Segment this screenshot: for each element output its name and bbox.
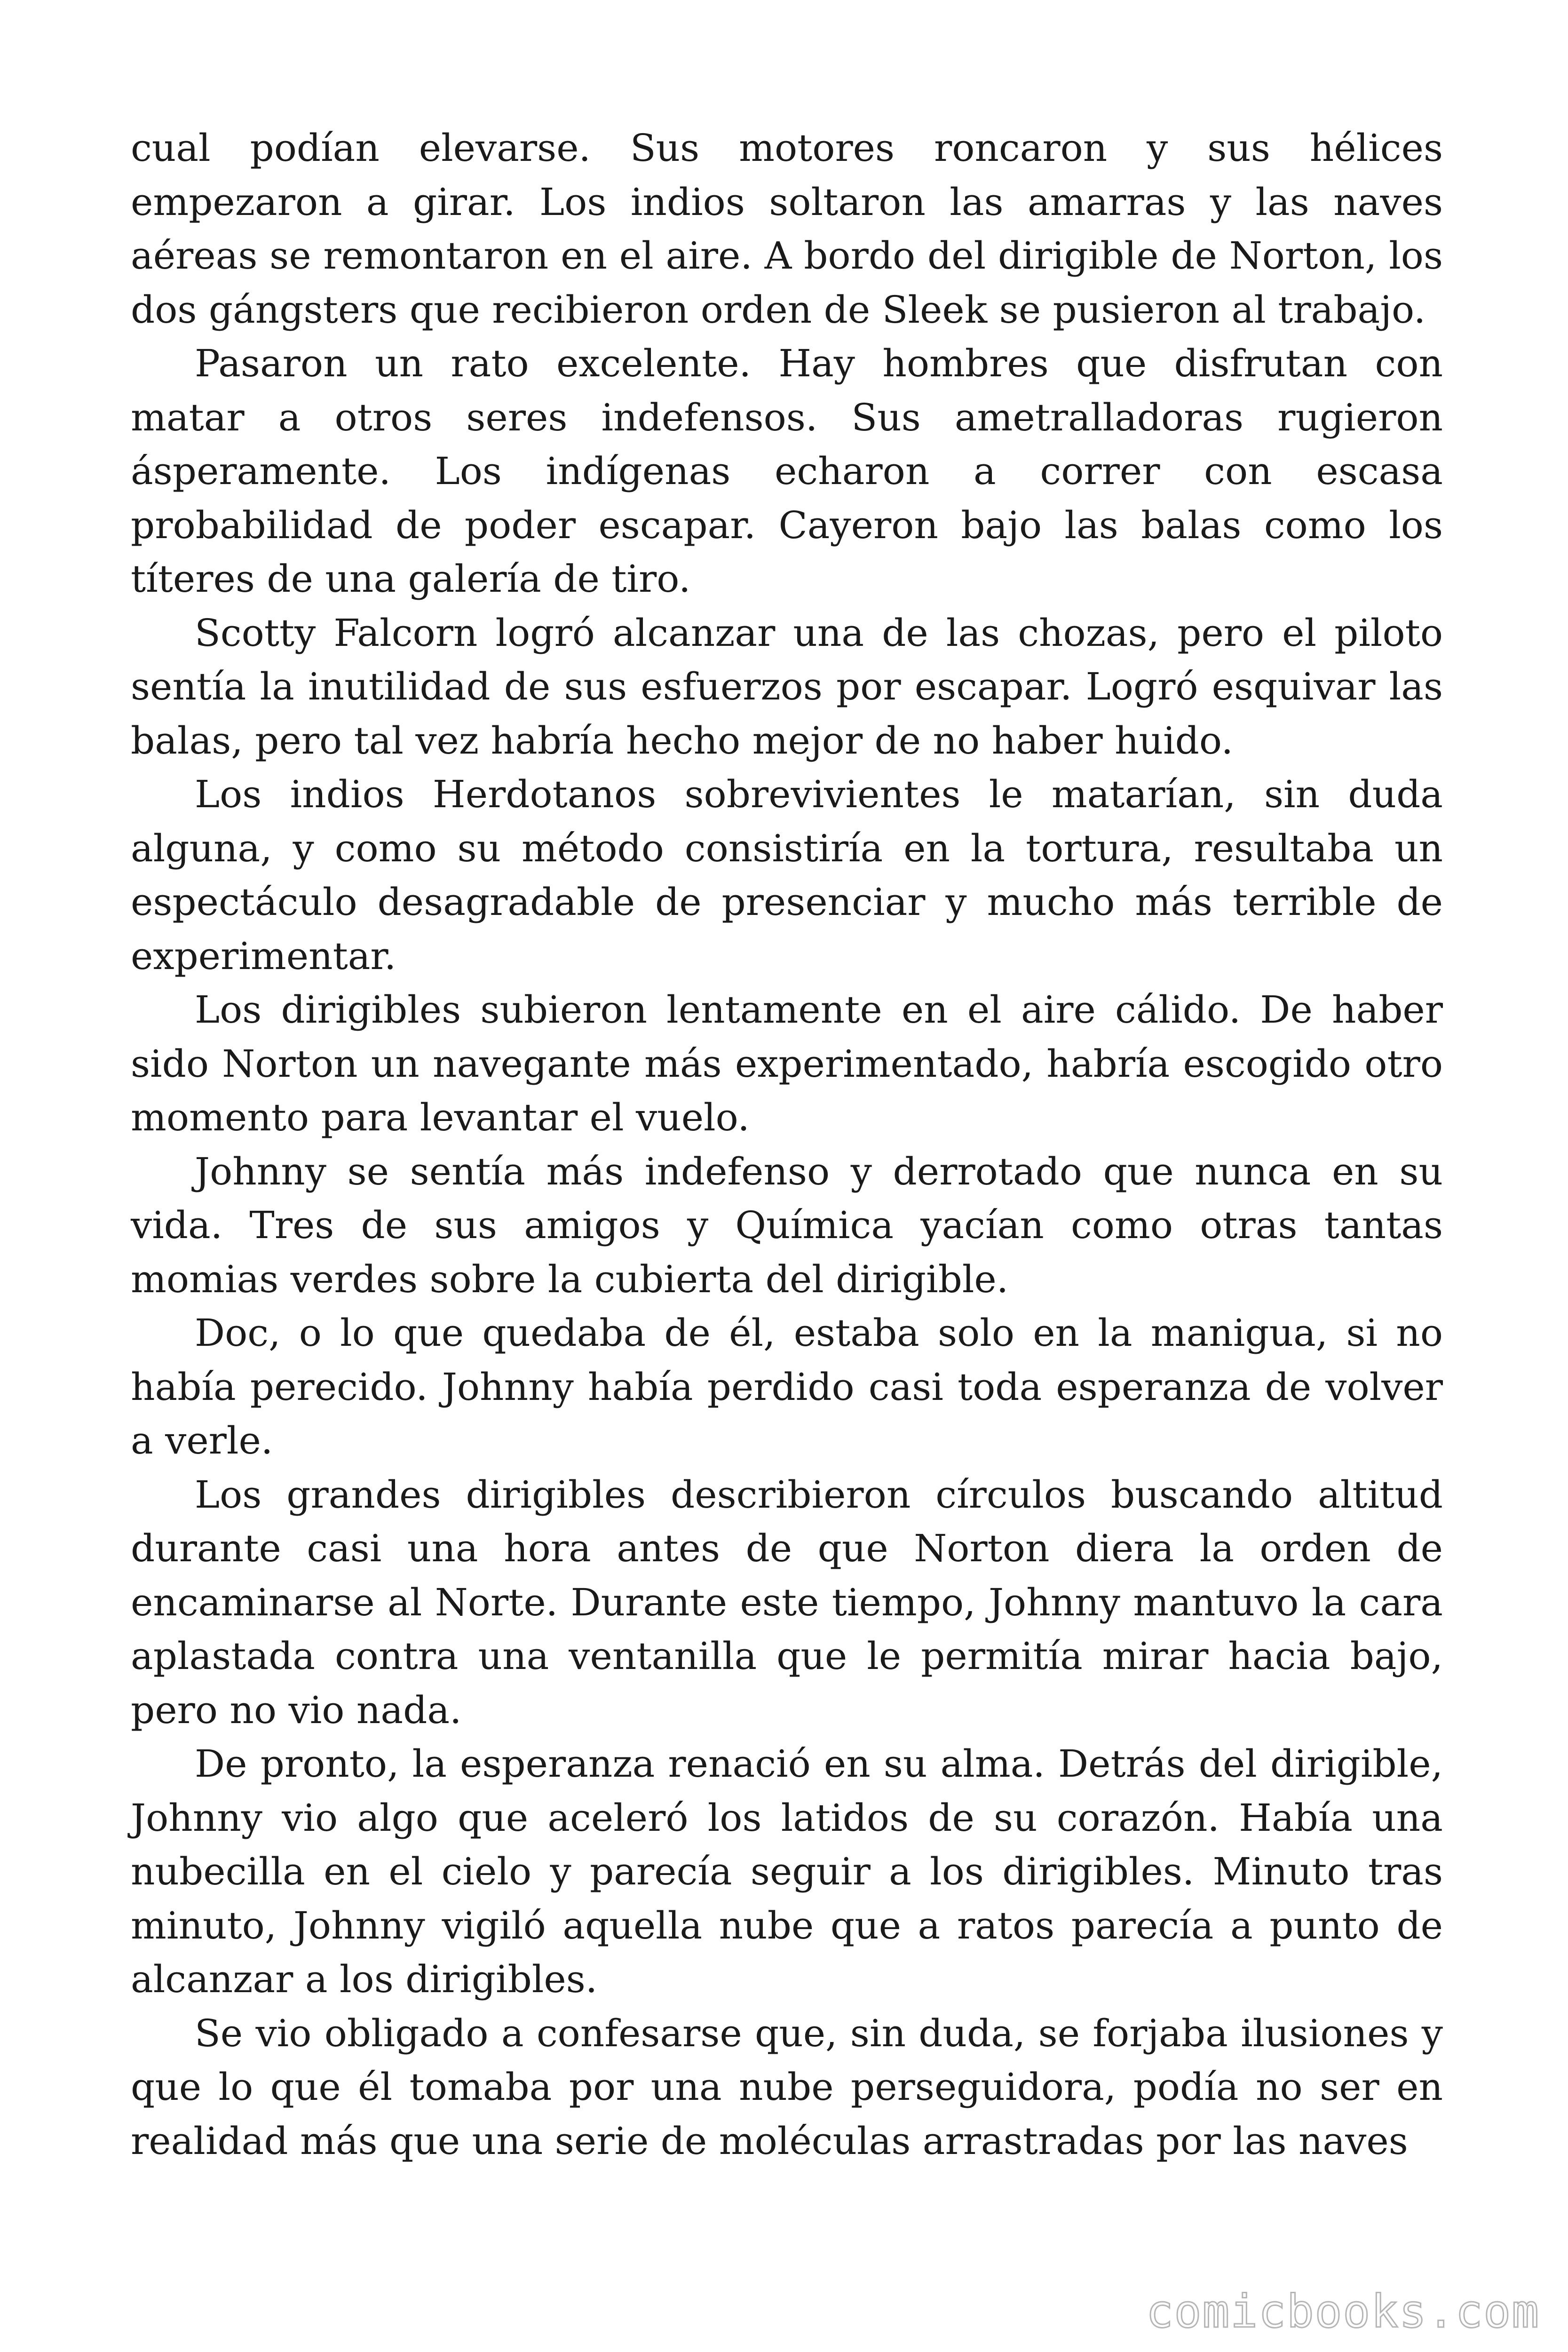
paragraph-6: Johnny se sentía más indefenso y derrotado que nunca en su vida. Tres de sus amigos y Química yacían como otras tantas momias verdes sobre la cubierta del dirigible. (131, 1149, 1443, 1301)
paragraph-9: De pronto, la esperanza renació en su alma. Detrás del dirigible, Johnny vio algo que aceleró los latidos de su corazón. Había una nubecilla en el cielo y parecía seguir a los dirigibles. Minuto tras minuto, Johnny vigiló aquella nube que a ratos parecía a punto de alcanzar a los dirigibles. (131, 1742, 1443, 2001)
body-text (131, 121, 1443, 2168)
paragraph-3: Scotty Falcorn logró alcanzar una de las chozas, pero el piloto sentía la inutilidad de sus esfuerzos por escapar. Logró esquivar las balas, pero tal vez habría hecho mejor de no haber huido. (131, 611, 1443, 763)
paragraph-8: Los grandes dirigibles describieron círculos buscando altitud durante casi una hora antes de que Norton diera la orden de encaminarse al Norte. Durante este tiempo, Johnny mantuvo la cara aplastada contra una ventanilla que le permitía mirar hacia bajo, pero no vio nada. (131, 1472, 1443, 1732)
paragraph-2: Pasaron un rato excelente. Hay hombres que disfrutan con matar a otros seres indefensos. Sus ametralladoras rugieron ásperamente. Los indígenas echaron a correr con escasa probabilidad de poder escapar. Cayeron bajo las balas como los títeres de una galería de tiro. (131, 342, 1443, 601)
paragraph-10: Se vio obligado a confesarse que, sin duda, se forjaba ilusiones y que lo que él tomaba por una nube perseguidora, podía no ser en realidad más que una serie de moléculas arrastradas por las naves (131, 2011, 1443, 2163)
paragraph-5: Los dirigibles subieron lentamente en el aire cálido. De haber sido Norton un navegante más experimentado, habría escogido otro momento para levantar el vuelo. (131, 988, 1443, 1139)
paragraph-4: Los indios Herdotanos sobrevivientes le matarían, sin duda alguna, y como su método consistiría en la tortura, resultaba un espectáculo desagradable de presenciar y mucho más terrible de experimentar. (131, 772, 1443, 978)
paragraph-1: cual podían elevarse. Sus motores roncaron y sus hélices empezaron a girar. Los indios soltaron las amarras y las naves aéreas se remontaron en el aire. A bordo del dirigible de Norton, los dos gángsters que recibieron orden de Sleek se pusieron al trabajo. (131, 126, 1443, 332)
paragraph-7: Doc, o lo que quedaba de él, estaba solo en la manigua, si no había perecido. Johnny había perdido casi toda esperanza de volver a verle. (131, 1311, 1443, 1462)
watermark: comicbooks.com (1146, 2285, 1540, 2338)
